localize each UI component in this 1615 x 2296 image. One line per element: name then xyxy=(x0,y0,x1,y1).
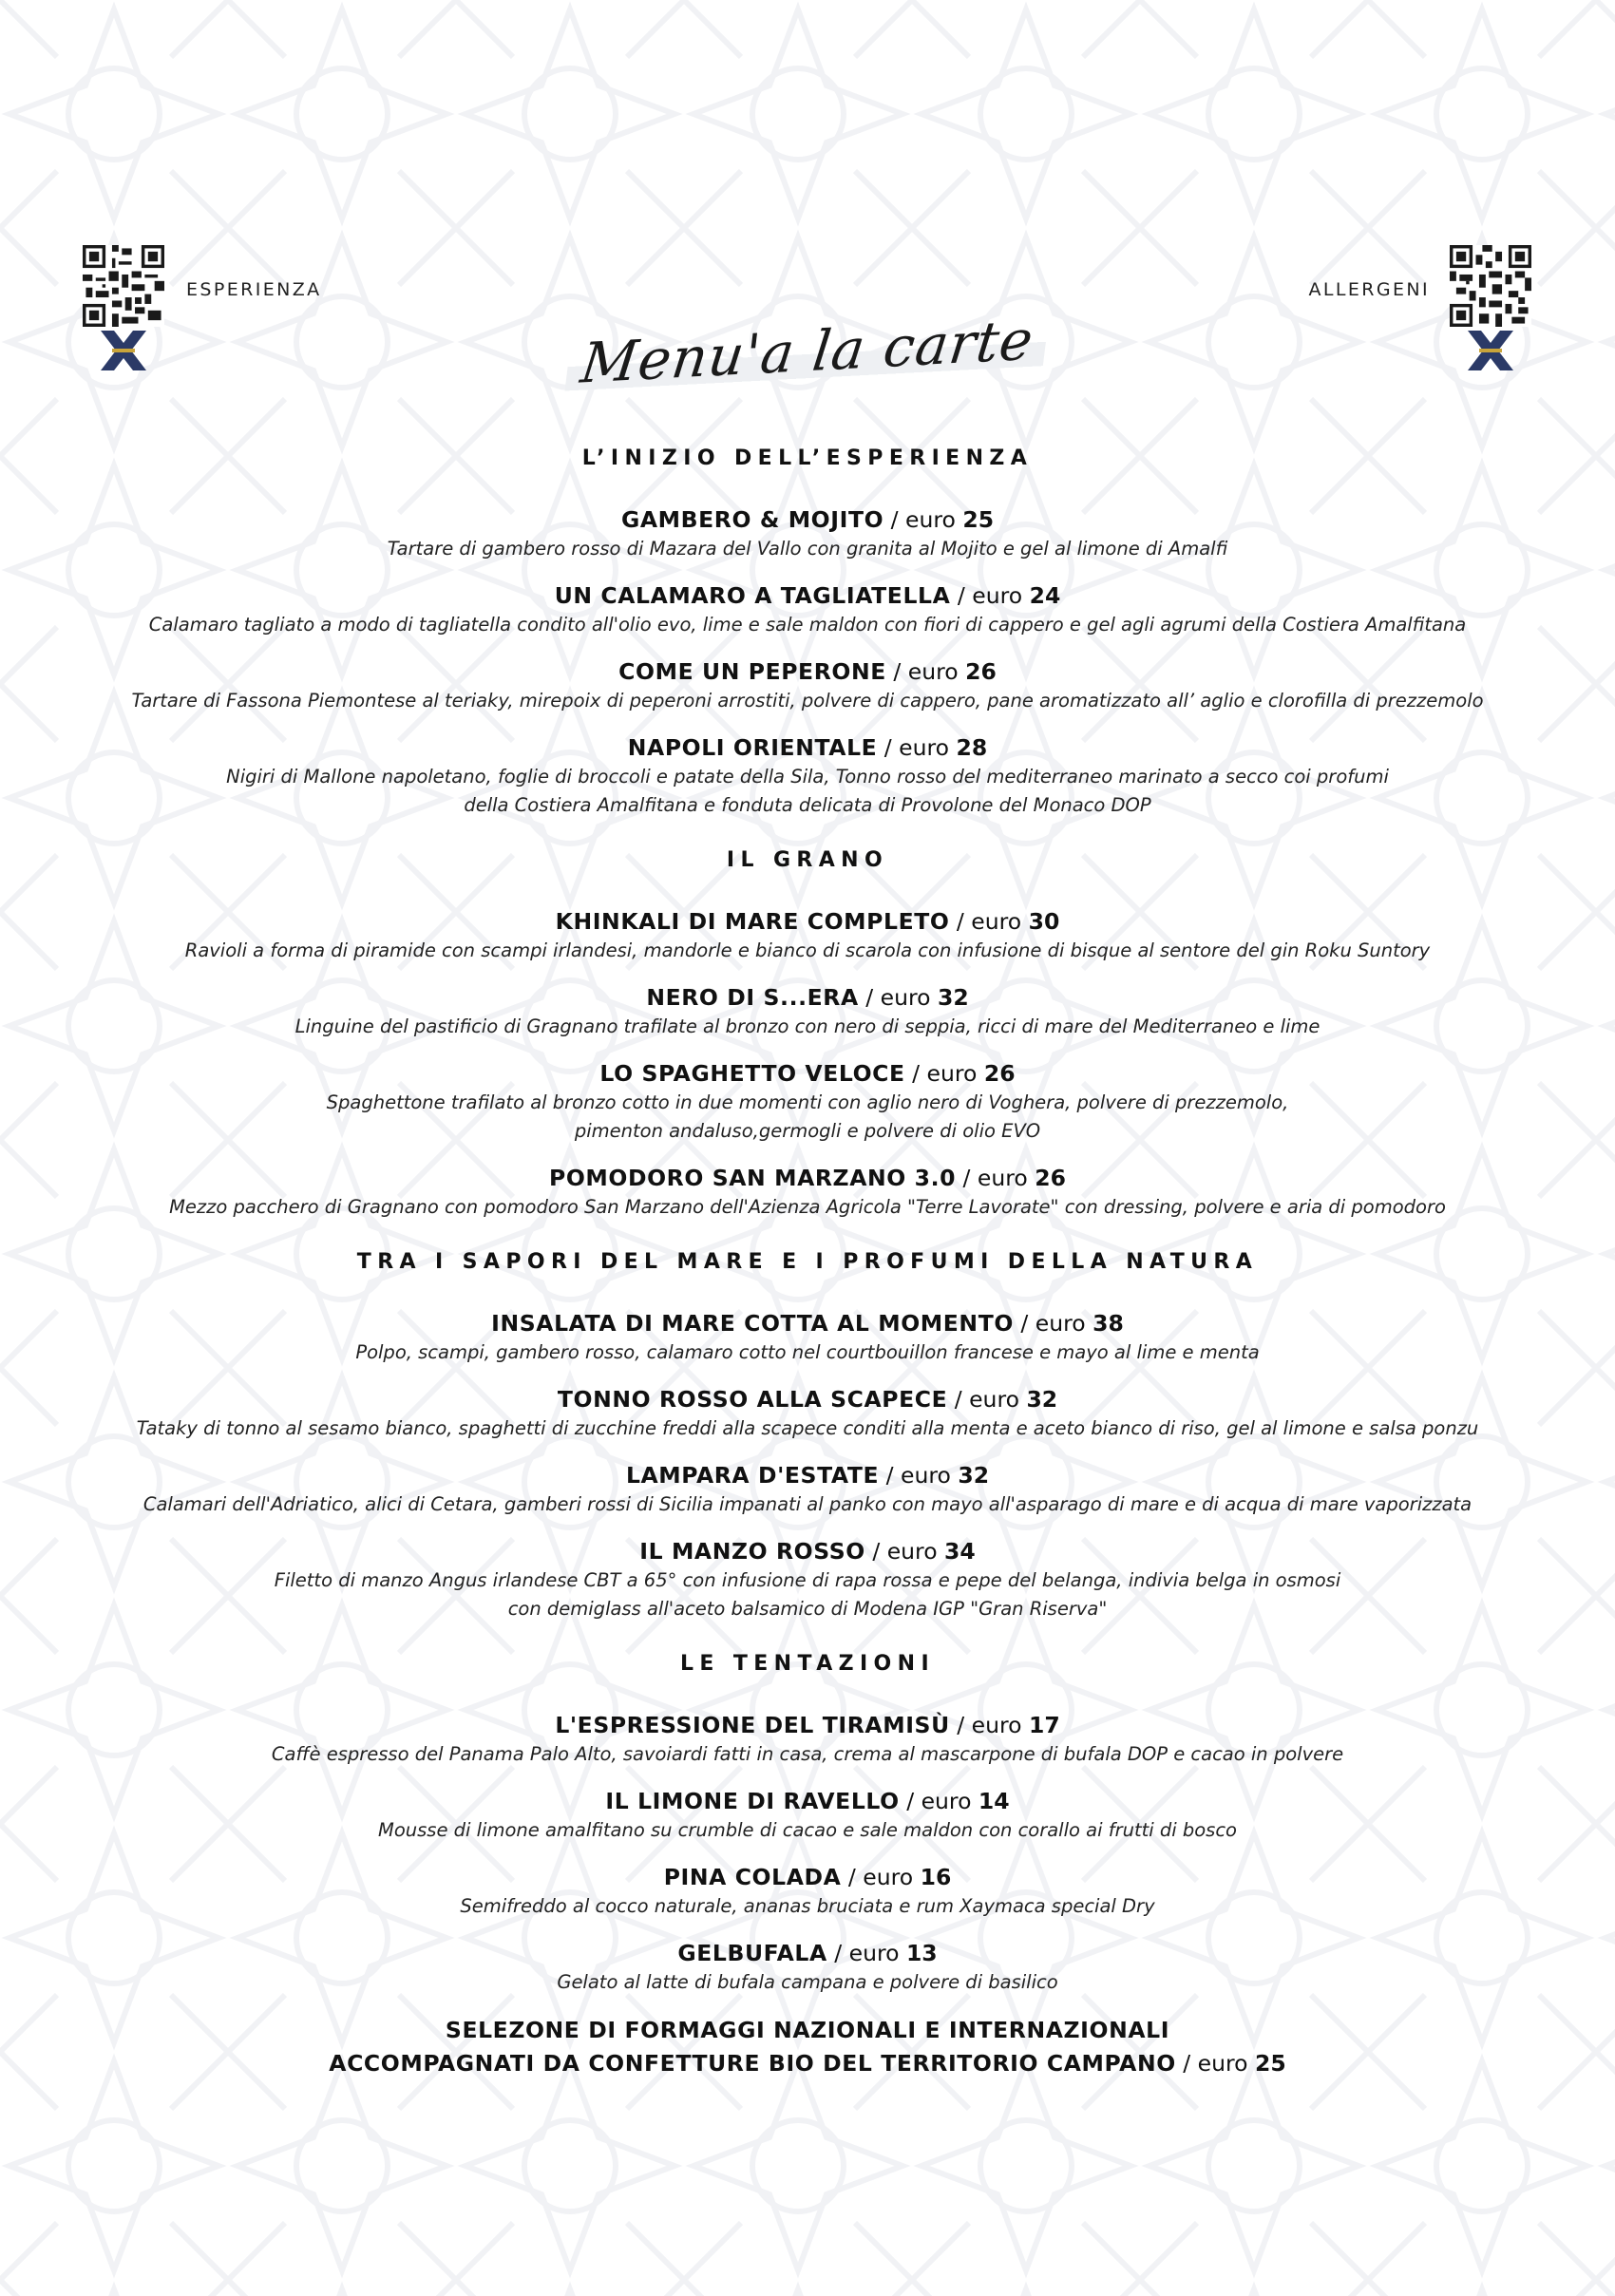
item-name-line xyxy=(19,1710,1596,1740)
price-separator: / euro xyxy=(904,1060,984,1087)
item-name-line xyxy=(19,1163,1596,1193)
item-price: 32 xyxy=(1026,1386,1058,1413)
item-description: della Costiera Amalfitana e fonduta delicata di Provolone del Monaco DOP xyxy=(464,794,1151,816)
item-name: IL MANZO ROSSO xyxy=(639,1538,865,1565)
item-price: 16 xyxy=(920,1864,952,1890)
item-name-line xyxy=(19,504,1596,535)
item-description: Caffè espresso del Panama Palo Alto, savoiardi fatti in casa, crema al mascarpone di bufala DOP e cacao in polvere xyxy=(271,1743,1344,1765)
price-separator: / euro xyxy=(956,1165,1036,1191)
item-price: 13 xyxy=(905,1940,938,1966)
item-name-line xyxy=(19,1384,1596,1414)
page-title: Menu'a la carte xyxy=(564,301,1052,397)
section-grano xyxy=(19,848,1596,1222)
menu-item xyxy=(19,1058,1596,1146)
item-description: Tartare di gambero rosso di Mazara del Vallo con granita al Mojito e gel al limone di Amalfi xyxy=(387,538,1228,560)
section-tentazioni xyxy=(19,1652,1596,2080)
item-name: IL LIMONE DI RAVELLO xyxy=(605,1788,900,1814)
price-separator: / euro xyxy=(950,582,1030,609)
menu-item xyxy=(19,1384,1596,1443)
item-price: 30 xyxy=(1028,908,1060,935)
section-inizio xyxy=(19,446,1596,820)
menu-item xyxy=(19,1786,1596,1845)
item-description: Linguine del pastificio di Gragnano trafilate al bronzo con nero di seppia, ricci di mare del Mediterraneo e lime xyxy=(294,1015,1320,1037)
cheese-name: ACCOMPAGNATI DA CONFETTURE BIO DEL TERRITORIO CAMPANO xyxy=(329,2050,1176,2077)
price-separator: / euro xyxy=(884,506,963,533)
item-description: Polpo, scampi, gambero rosso, calamaro cotto nel courtbouillon francese e mayo al lime e menta xyxy=(355,1341,1260,1363)
menu-item xyxy=(19,732,1596,820)
price-separator: / euro xyxy=(841,1864,921,1890)
price-separator: / euro xyxy=(864,1538,945,1565)
item-name: INSALATA DI MARE COTTA AL MOMENTO xyxy=(491,1310,1014,1337)
item-name-line xyxy=(19,656,1596,687)
item-price: 34 xyxy=(944,1538,976,1565)
menu-item xyxy=(19,1862,1596,1921)
item-name: GELBUFALA xyxy=(677,1940,827,1966)
item-price: 32 xyxy=(958,1462,990,1489)
menu-item xyxy=(19,580,1596,639)
item-price: 26 xyxy=(965,658,997,685)
item-description: Filetto di manzo Angus irlandese CBT a 65° con infusione di rapa rossa e pepe del belanga, indivia belga in osmosi xyxy=(274,1569,1341,1591)
price-separator: / euro xyxy=(879,1462,959,1489)
item-description: Calamari dell'Adriatico, alici di Cetara, gamberi rossi di Sicilia impanati al panko con mayo all'asparago di mare e di acqua di mare vaporizzata xyxy=(142,1493,1472,1515)
item-description: Mousse di limone amalfitano su crumble di cacao e sale maldon con corallo ai frutti di bosco xyxy=(378,1819,1237,1841)
item-name-line xyxy=(19,1536,1596,1566)
item-name: LO SPAGHETTO VELOCE xyxy=(599,1060,905,1087)
menu-item xyxy=(19,1938,1596,1997)
item-price: 26 xyxy=(983,1060,1016,1087)
item-name: POMODORO SAN MARZANO 3.0 xyxy=(549,1165,957,1191)
cheese-name: SELEZONE DI FORMAGGI NAZIONALI E INTERNAZIONALI xyxy=(445,2017,1170,2043)
item-price: 38 xyxy=(1092,1310,1124,1337)
item-name: TONNO ROSSO ALLA SCAPECE xyxy=(557,1386,948,1413)
item-name: L'ESPRESSIONE DEL TIRAMISÙ xyxy=(555,1712,950,1738)
item-description: pimenton andaluso,germogli e polvere di olio EVO xyxy=(574,1120,1041,1142)
item-description: Ravioli a forma di piramide con scampi irlandesi, mandorle e bianco di scarola con infusione di bisque al sentore del gin Roku Suntory xyxy=(184,939,1431,961)
item-price: 25 xyxy=(962,506,995,533)
item-name-line xyxy=(19,1308,1596,1338)
section-title: TRA I SAPORI DEL MARE E I PROFUMI DELLA NATURA xyxy=(356,1250,1259,1274)
section-title: IL GRANO xyxy=(726,848,889,872)
item-name-line xyxy=(19,1058,1596,1089)
item-price: 24 xyxy=(1029,582,1061,609)
price-separator: / euro xyxy=(949,1712,1029,1738)
item-name: NERO DI S...ERA xyxy=(646,984,859,1011)
esperienza-label: ESPERIENZA xyxy=(186,279,322,300)
cheese-price: 25 xyxy=(1255,2050,1286,2077)
item-name: KHINKALI DI MARE COMPLETO xyxy=(555,908,950,935)
item-description: Tartare di Fassona Piemontese al teriaky, mirepoix di peperoni arrostiti, polvere di cappero, pane aromatizzato all’ aglio e clorofilla di prezzemolo xyxy=(131,690,1484,712)
menu-item xyxy=(19,1460,1596,1519)
price-separator: / euro xyxy=(885,658,966,685)
item-price: 14 xyxy=(978,1788,1010,1814)
item-name: GAMBERO & MOJITO xyxy=(620,506,884,533)
item-description: con demiglass all'aceto balsamico di Modena IGP "Gran Riserva" xyxy=(507,1598,1108,1620)
item-description: Nigiri di Mallone napoletano, foglie di broccoli e patate della Sila, Tonno rosso del mediterraneo marinato a secco coi profumi xyxy=(226,766,1389,787)
item-price: 28 xyxy=(956,734,988,761)
item-name-line xyxy=(19,732,1596,763)
item-price: 26 xyxy=(1035,1165,1066,1191)
item-name-line xyxy=(19,1786,1596,1816)
item-name-line xyxy=(19,982,1596,1013)
item-description: Tataky di tonno al sesamo bianco, spaghetti di zucchine freddi alla scapece conditi alla menta e aceto bianco di riso, gel al limone e salsa ponzu xyxy=(136,1417,1479,1439)
menu-title-wrap xyxy=(0,307,1615,396)
section-title: LE TENTAZIONI xyxy=(679,1652,936,1676)
item-name-line xyxy=(19,580,1596,611)
item-description: Gelato al latte di bufala campana e polvere di basilico xyxy=(557,1971,1058,1993)
price-separator: / euro xyxy=(1013,1310,1093,1337)
price-separator: / euro xyxy=(1175,2050,1256,2077)
price-separator: / euro xyxy=(949,908,1029,935)
item-name-line xyxy=(19,906,1596,937)
cheese-line-1 xyxy=(19,2014,1596,2047)
item-name-line xyxy=(19,1938,1596,1968)
menu-item xyxy=(19,504,1596,563)
section-title: L’INIZIO DELL’ESPERIENZA xyxy=(581,446,1034,470)
price-separator: / euro xyxy=(947,1386,1027,1413)
item-description: Spaghettone trafilato al bronzo cotto in due momenti con aglio nero di Voghera, polvere di prezzemolo, xyxy=(326,1091,1289,1113)
menu-content xyxy=(19,446,1596,2080)
menu-item xyxy=(19,1536,1596,1623)
price-separator: / euro xyxy=(826,1940,906,1966)
item-name: NAPOLI ORIENTALE xyxy=(627,734,878,761)
menu-item xyxy=(19,1163,1596,1222)
item-name: COME UN PEPERONE xyxy=(618,658,886,685)
item-name: LAMPARA D'ESTATE xyxy=(625,1462,880,1489)
item-description: Mezzo pacchero di Gragnano con pomodoro San Marzano dell'Azienza Agricola "Terre Lavorate" con dressing, polvere e aria di pomodoro xyxy=(169,1196,1446,1218)
menu-item xyxy=(19,1710,1596,1769)
allergeni-label: ALLERGENI xyxy=(1308,279,1430,300)
section-sapori xyxy=(19,1250,1596,1623)
item-price: 17 xyxy=(1028,1712,1060,1738)
menu-item xyxy=(19,656,1596,715)
item-name: UN CALAMARO A TAGLIATELLA xyxy=(554,582,951,609)
cheese-line-2 xyxy=(19,2047,1596,2080)
menu-item xyxy=(19,982,1596,1041)
price-separator: / euro xyxy=(899,1788,978,1814)
item-price: 32 xyxy=(937,984,969,1011)
price-separator: / euro xyxy=(877,734,957,761)
item-name-line xyxy=(19,1460,1596,1490)
item-description: Calamaro tagliato a modo di tagliatella condito all'olio evo, lime e sale maldon con fiori di cappero e gel agli agrumi della Costiera Amalfitana xyxy=(148,614,1467,636)
price-separator: / euro xyxy=(858,984,938,1011)
menu-item xyxy=(19,906,1596,965)
item-description: Semifreddo al cocco naturale, ananas bruciata e rum Xaymaca special Dry xyxy=(460,1895,1155,1917)
menu-item xyxy=(19,1308,1596,1367)
item-name-line xyxy=(19,1862,1596,1892)
cheese-selection xyxy=(19,2014,1596,2080)
item-name: PINA COLADA xyxy=(663,1864,842,1890)
